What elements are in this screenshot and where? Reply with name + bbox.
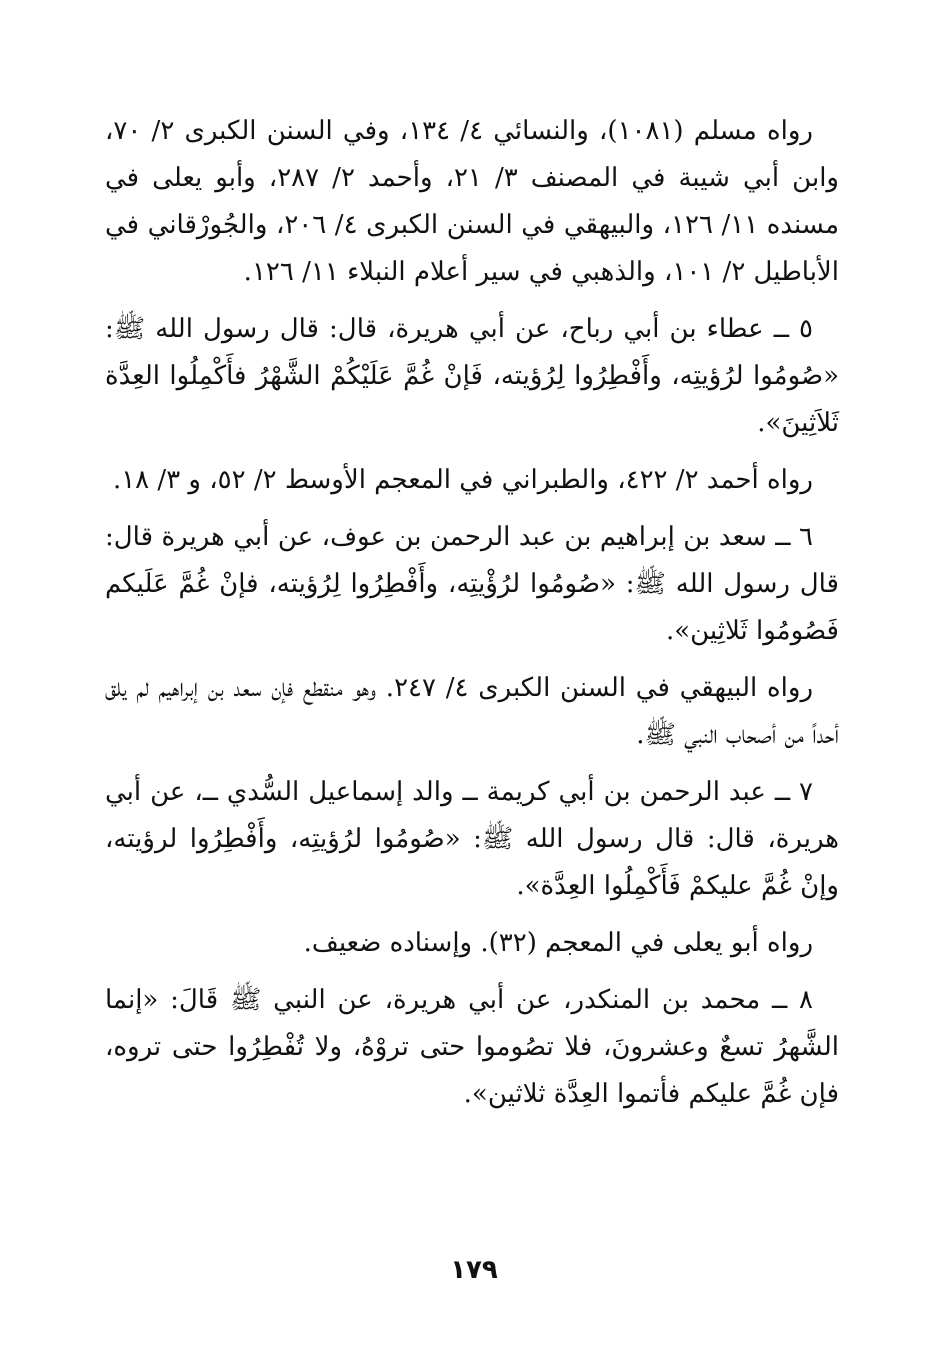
paragraph-takhrij-5: رواه أحمد ٢/ ٤٢٢، والطبراني في المعجم الأوسط ٢/ ٥٢، و ٣/ ١٨. — [112, 465, 813, 495]
paragraph-hadith-5: ٥ ــ عطاء بن أبي رباح، عن أبي هريرة، قال: قال رسول الله ﷺ: «صُومُوا لرُؤيتِه، وأَفْطِرُوا لِرُؤيته، فَإنْ غُمَّ عَلَيْكُمْ الشَّهْرُ فأَكْمِلُوا العِدَّة ثَلاَثِينَ». — [105, 314, 839, 438]
paragraph-takhrij-4: رواه مسلم (١٠٨١)، والنسائي ٤/ ١٣٤، وفي السنن الكبرى ٢/ ٧٠، وابن أبي شيبة في المصنف ٣/ ٢١، وأحمد ٢/ ٢٨٧، وأبو يعلى في مسنده ١١/ ١٢٦، والبيهقي في السنن الكبرى ٤/ ٢٠٦، والجُورْقاني في الأباطيل ٢/ ١٠١، والذهبي في سير أعلام النبلاء ١١/ ١٢٦. — [105, 116, 840, 287]
page-body — [105, 108, 839, 1128]
paragraph-hadith-7: ٧ ــ عبد الرحمن بن أبي كريمة ــ والد إسماعيل السُّدي ــ، عن أبي هريرة، قال: قال رسول الله ﷺ: «صُومُوا لرُؤيتِه، وأَفْطِرُوا لرؤيته، وإنْ غُمَّ عليكمْ فَأَكْمِلُوا العِدَّة». — [105, 777, 839, 901]
page-number: ١٧٩ — [450, 1255, 498, 1285]
paragraph-takhrij-7: رواه أبو يعلى في المعجم (٣٢). وإسناده ضعيف. — [303, 928, 813, 958]
paragraph-hadith-8: ٨ ــ محمد بن المنكدر، عن أبي هريرة، عن النبي ﷺ قَالَ: «إنما الشَّهرُ تسعٌ وعشرونَ، فلا تصُوموا حتى تروْهُ، ولا تُفْطِرُوا حتى تروه، فإن غُمَّ عليكم فأتموا العِدَّة ثلاثين». — [105, 985, 839, 1109]
paragraph-hadith-6: ٦ ــ سعد بن إبراهيم بن عبد الرحمن بن عوف، عن أبي هريرة قال: قال رسول الله ﷺ: «صُومُوا لرُؤْيتِه، وأَفْطِرُوا لِرُؤيته، فإنْ غُمَّ عَلَيكم فَصُومُوا ثَلاثِين». — [105, 522, 839, 646]
paragraph-takhrij-6: رواه البيهقي في السنن الكبرى ٤/ ٢٤٧. وهو منقطع فإن سعد بن إبراهيم لم يلق أحداً من أصحاب النبي ﷺ. — [105, 673, 839, 750]
